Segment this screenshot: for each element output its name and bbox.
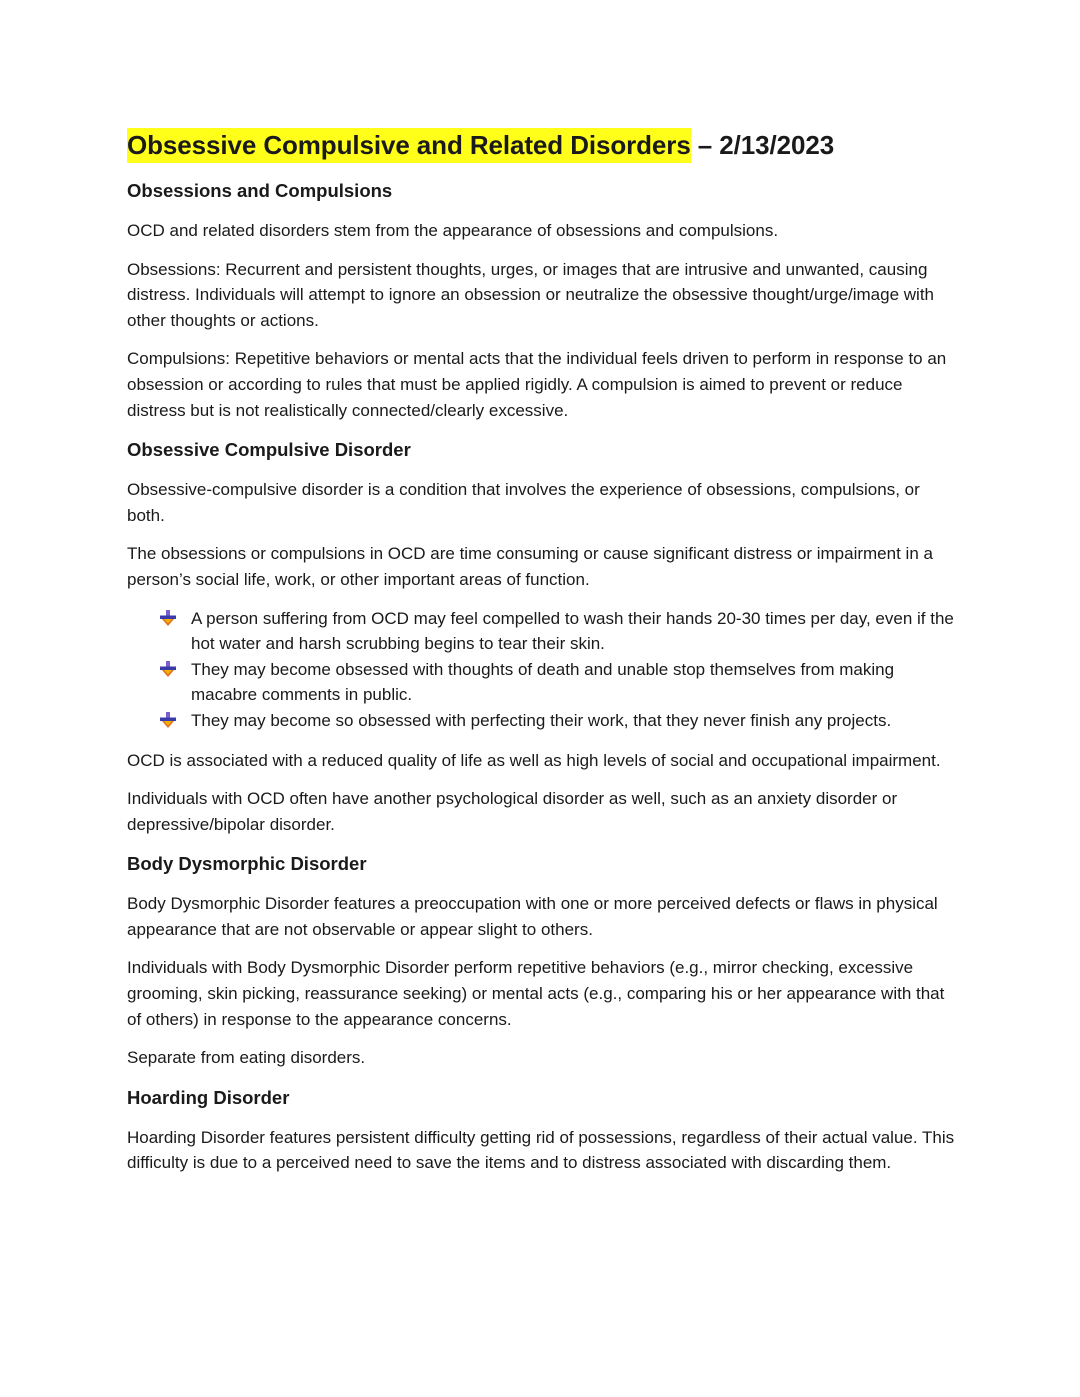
list-item-text: They may become so obsessed with perfecting their work, that they never finish any projects. <box>191 710 892 730</box>
paragraph: Separate from eating disorders. <box>127 1048 366 1068</box>
paragraph: OCD is associated with a reduced quality of life as well as high levels of social and occupational impairment. <box>127 750 941 770</box>
paragraph: Hoarding Disorder features persistent difficulty getting rid of possessions, regardless of their actual value. This difficulty is due to a perceived need to save the items and to distress associated with discarding them. <box>127 1127 955 1173</box>
heading-hoarding: Hoarding Disorder <box>127 1086 290 1108</box>
heading-body-dysmorphic: Body Dysmorphic Disorder <box>127 853 367 875</box>
arrow-down-bullet-icon <box>159 711 177 729</box>
document-page <box>127 126 957 1176</box>
heading-ocd: Obsessive Compulsive Disorder <box>127 439 411 461</box>
list-item <box>159 708 957 734</box>
paragraph: Obsessive-compulsive disorder is a condition that involves the experience of obsessions, compulsions, or both. <box>127 480 920 525</box>
list-item <box>159 657 957 708</box>
list-item-text: They may become obsessed with thoughts of death and unable stop themselves from making macabre comments in public. <box>191 659 895 705</box>
paragraph: Individuals with OCD often have another psychological disorder as well, such as an anxiety disorder or depressive/bipolar disorder. <box>127 789 898 834</box>
arrow-down-bullet-icon <box>159 660 177 678</box>
paragraph: Compulsions: Repetitive behaviors or mental acts that the individual feels driven to perform in response to an obsession or according to rules that must be applied rigidly. A compulsion is aimed to prevent or reduce distress but is not realistically connected/clearly excessive. <box>127 349 947 420</box>
list-item-text: A person suffering from OCD may feel compelled to wash their hands 20-30 times per day, even if the hot water and harsh scrubbing begins to tear their skin. <box>191 608 954 654</box>
page-title <box>127 126 957 164</box>
heading-obsessions-compulsions: Obsessions and Compulsions <box>127 180 393 201</box>
arrow-down-bullet-icon <box>159 609 177 627</box>
paragraph: OCD and related disorders stem from the appearance of obsessions and compulsions. <box>127 221 779 240</box>
paragraph: Obsessions: Recurrent and persistent thoughts, urges, or images that are intrusive and unwanted, causing distress. Individuals will attempt to ignore an obsession or neutralize the obsessive thought/urge/image with other thoughts or actions. <box>127 259 934 330</box>
paragraph: Individuals with Body Dysmorphic Disorder perform repetitive behaviors (e.g., mirror checking, excessive grooming, skin picking, reassurance seeking) or mental acts (e.g., comparing his or her appearance with that of others) in response to the appearance concerns. <box>127 958 945 1029</box>
paragraph: The obsessions or compulsions in OCD are time consuming or cause significant distress or impairment in a person’s social life, work, or other important areas of function. <box>127 544 933 589</box>
list-item <box>159 606 957 657</box>
title-date: – 2/13/2023 <box>690 130 835 160</box>
title-highlight: Obsessive Compulsive and Related Disorders <box>127 128 691 163</box>
paragraph: Body Dysmorphic Disorder features a preoccupation with one or more perceived defects or flaws in physical appearance that are not observable or appear slight to others. <box>127 894 938 939</box>
bullet-list <box>127 606 957 734</box>
